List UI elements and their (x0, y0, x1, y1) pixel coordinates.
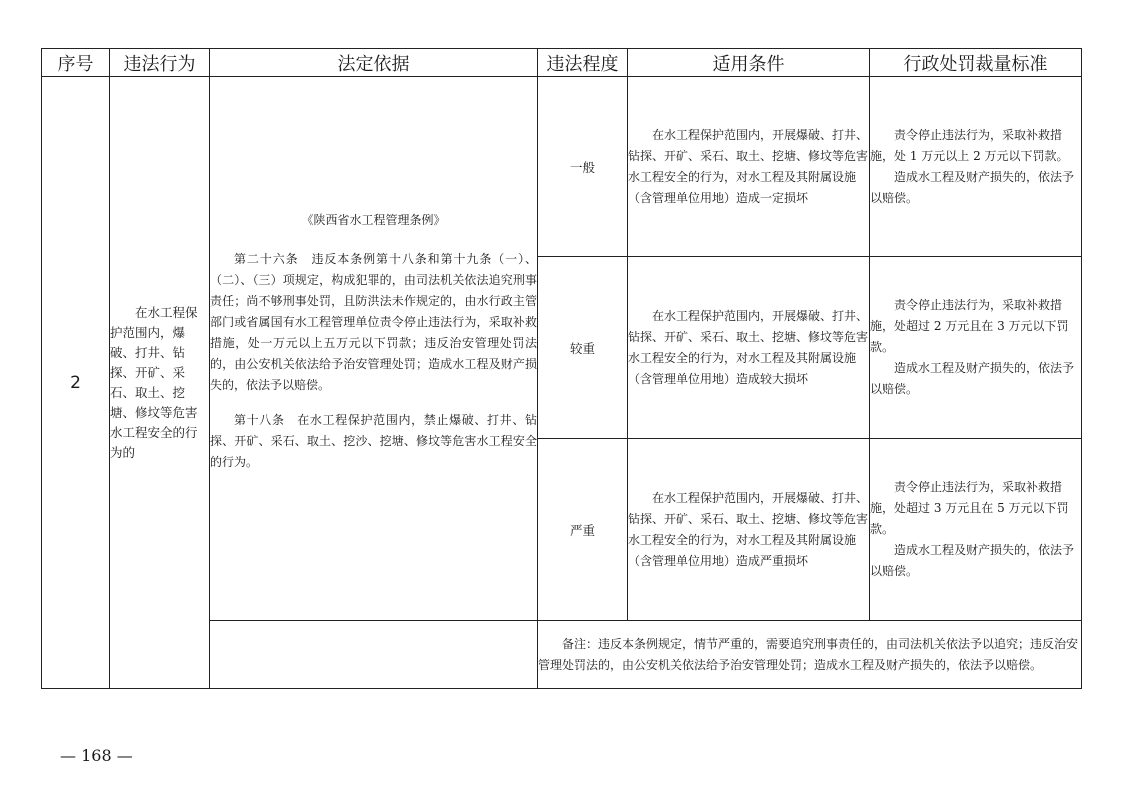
table-row (42, 77, 1082, 257)
standard-text: 责令停止违法行为，采取补救措施，处超过 3 万元且在 5 万元以下罚款。 (870, 480, 1069, 536)
standard-compensation: 造成水工程及财产损失的，依法予以赔偿。 (870, 169, 1075, 205)
condition-text: 在水工程保护范围内，开展爆破、打井、钻探、开矿、采石、取土、挖塘、修坟等危害水工程安全的行为，对水工程及其附属设施（含管理单位用地）造成严重损坏 (628, 490, 869, 568)
header-standard: 行政处罚裁量标准 (870, 49, 1082, 77)
condition-severe (628, 439, 870, 621)
standard-serious (870, 257, 1082, 439)
standard-severe (870, 439, 1082, 621)
condition-text: 在水工程保护范围内，开展爆破、打井、钻探、开矿、采石、取土、挖塘、修坟等危害水工程安全的行为，对水工程及其附属设施（含管理单位用地）造成一定损坏 (628, 127, 869, 205)
note-cell (538, 621, 1082, 689)
note-text: 备注：违反本条例规定，情节严重的，需要追究刑事责任的，由司法机关依法予以追究；违反治安管理处罚法的，由公安机关依法给予治安管理处罚；造成水工程及财产损失的，依法予以赔偿。 (538, 636, 1079, 672)
header-legal-basis: 法定依据 (210, 49, 538, 77)
degree-serious: 较重 (538, 257, 628, 439)
standard-text: 责令停止违法行为，采取补救措施，处超过 2 万元且在 3 万元以下罚款。 (870, 298, 1069, 354)
condition-general (628, 77, 870, 257)
article-26: 第二十六条 违反本条例第十八条和第十九条（一）、（二）、（三）项规定，构成犯罪的，由司法机关依法追究刑事责任；尚不够刑事处罚，且防洪法未作规定的，由水行政主管部门或省属国有水工程管理单位责令停止违法行为，采取补救措施，处一万元以上五万元以下罚款；违反治安管理处罚法的，由公安机关依法给予治安管理处罚；造成水工程及财产损失的，依法予以赔偿。 (210, 252, 537, 392)
discretion-table (41, 48, 1082, 689)
degree-general: 一般 (538, 77, 628, 257)
header-seq: 序号 (42, 49, 110, 77)
standard-general (870, 77, 1082, 257)
header-condition: 适用条件 (628, 49, 870, 77)
article-18: 第十八条 在水工程保护范围内，禁止爆破、打井、钻探、开矿、采石、取土、挖沙、挖塘、修坟等危害水工程安全的行为。 (210, 413, 537, 469)
degree-severe: 严重 (538, 439, 628, 621)
legal-basis-cell (210, 77, 538, 621)
header-row (42, 49, 1082, 77)
header-behavior: 违法行为 (110, 49, 210, 77)
seq-cell: 2 (42, 77, 110, 689)
behavior-cell (110, 77, 210, 689)
regulation-title: 《陕西省水工程管理条例》 (301, 213, 446, 227)
standard-text: 责令停止违法行为，采取补救措施，处 1 万元以上 2 万元以下罚款。 (870, 127, 1069, 163)
standard-compensation: 造成水工程及财产损失的，依法予以赔偿。 (870, 543, 1075, 578)
page-number: — 168 — (60, 746, 133, 765)
condition-text: 在水工程保护范围内，开展爆破、打井、钻探、开矿、采石、取土、挖塘、修坟等危害水工程安全的行为，对水工程及其附属设施（含管理单位用地）造成较大损坏 (628, 308, 869, 386)
standard-compensation: 造成水工程及财产损失的，依法予以赔偿。 (870, 361, 1075, 396)
condition-serious (628, 257, 870, 439)
header-degree: 违法程度 (538, 49, 628, 77)
legal-basis-empty (210, 621, 538, 689)
behavior-text: 在水工程保护范围内，爆破、打井、钻探、开矿、采石、取土、挖塘、修坟等危害水工程安全的行为的 (110, 304, 198, 460)
